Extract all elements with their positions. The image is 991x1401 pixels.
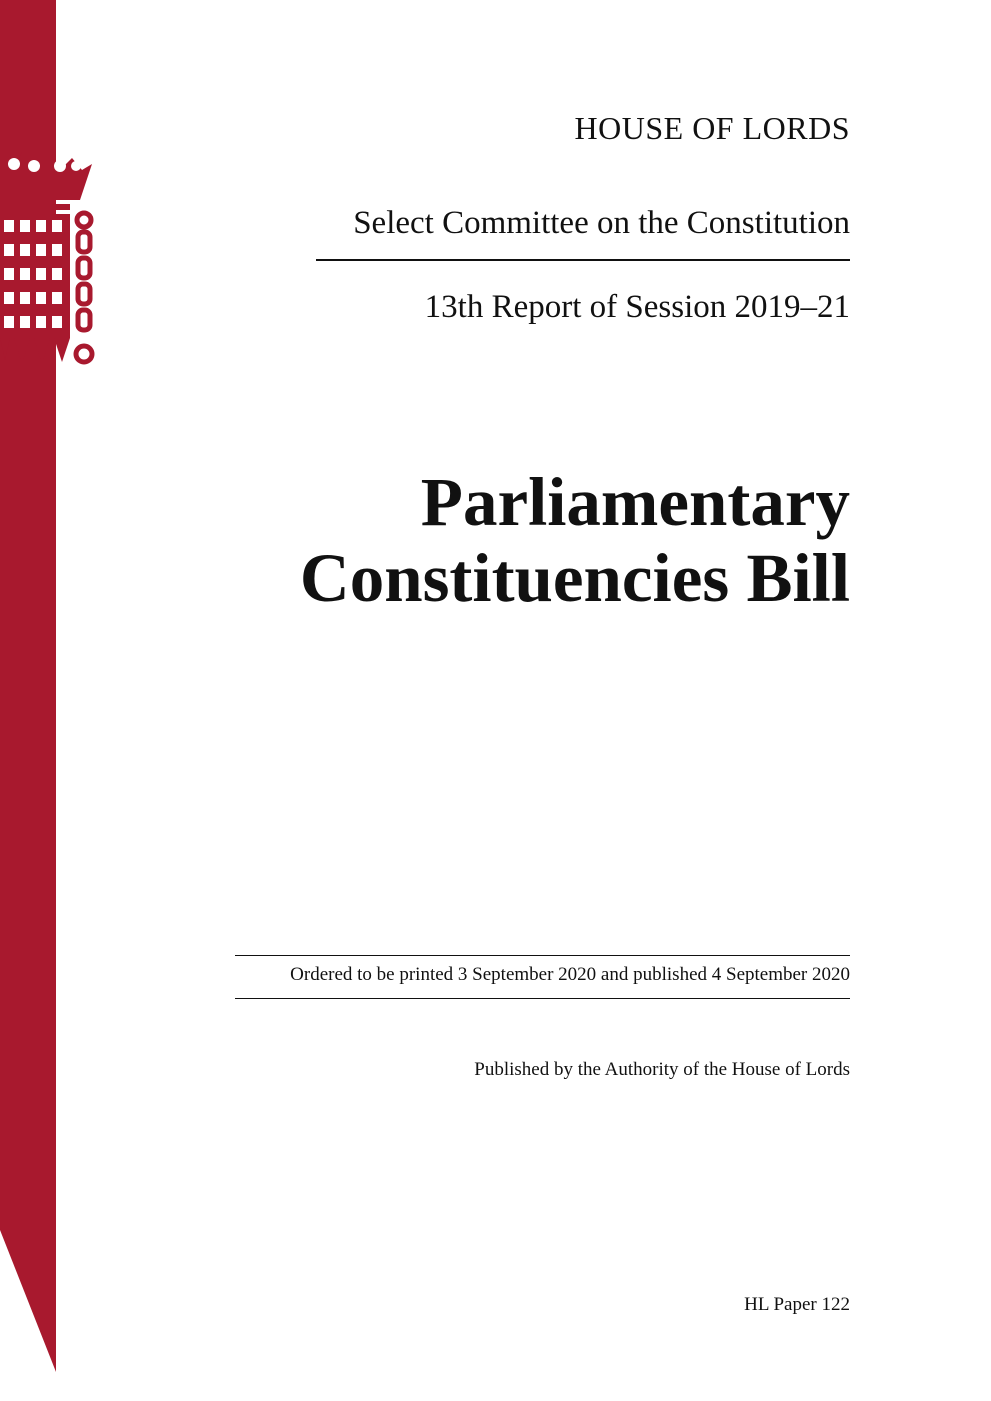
ordered-printed-line: Ordered to be printed 3 September 2020 and published 4 September 2020	[290, 964, 850, 985]
portcullis-crown-icon	[0, 140, 100, 380]
report-session: 13th Report of Session 2019–21	[424, 289, 850, 325]
published-by-line: Published by the Authority of the House of Lords	[474, 1059, 850, 1080]
divider-ordered-bottom	[235, 998, 850, 999]
divider-top	[316, 259, 850, 261]
paper-number: HL Paper 122	[744, 1294, 850, 1315]
house-name: HOUSE OF LORDS	[574, 110, 850, 146]
committee-name: Select Committee on the Constitution	[353, 205, 850, 241]
report-title-line1: Parliamentary	[420, 464, 850, 540]
report-title-line2: Constituencies Bill	[299, 540, 850, 616]
report-title	[300, 464, 850, 616]
divider-ordered-top	[235, 955, 850, 956]
